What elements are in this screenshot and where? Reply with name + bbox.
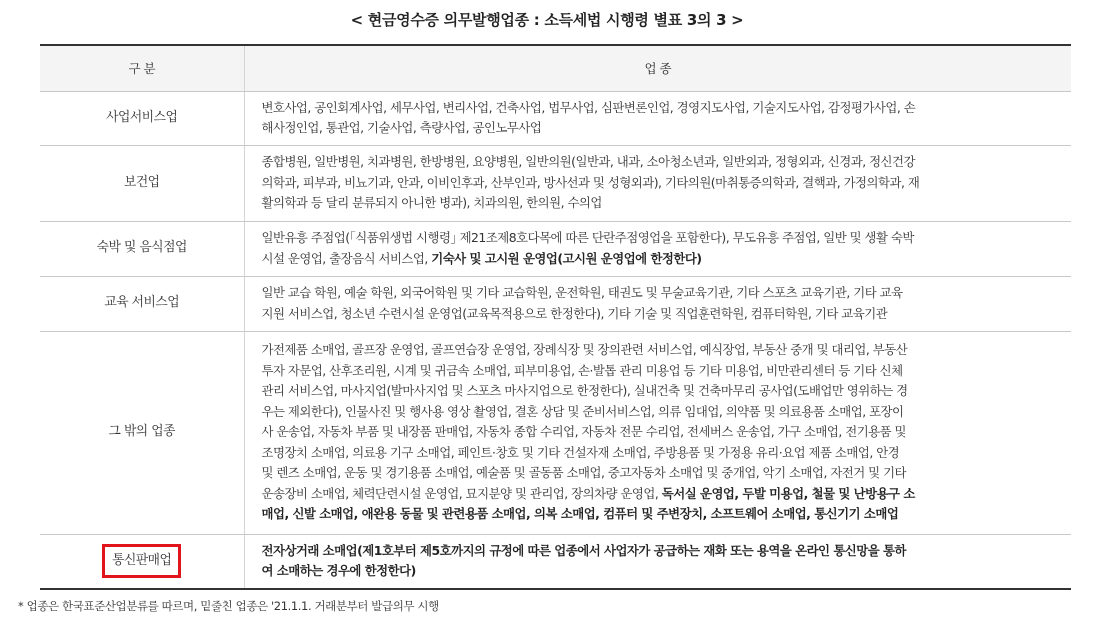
bold-text-segment: 기숙사 및 고시원 운영업(고시원 운영업에 한정한다): [431, 250, 702, 266]
text-segment: 운송장비 소매업, 체력단련시설 운영업, 묘지분양 및 관리업, 장의차량 운영업,: [261, 485, 662, 501]
bold-text-line: 매업, 신발 소매업, 애완용 동물 및 관련용품 소매업, 의복 소매업, 컴퓨터 및 주변장치, 소프트웨어 소매업, 통신기기 소매업: [261, 506, 899, 522]
table-row: [40, 145, 1071, 221]
business-table: [40, 44, 1071, 590]
table-row: [40, 534, 1071, 589]
text-line: 지원 서비스업, 청소년 수련시설 운영업(교육목적용으로 한정한다), 기타 기술 및 직업훈련학원, 컴퓨터학원, 기타 교육기관: [261, 305, 888, 321]
text-line: 의학과, 피부과, 비뇨기과, 안과, 이비인후과, 산부인과, 방사선과 및 성형외과), 기타의원(마취통증의학과, 결핵과, 가정의학과, 재: [261, 174, 920, 190]
text-line: 관리 서비스업, 마사지업(발마사지업 및 스포츠 마사지업으로 한정한다), 실내건축 및 건축마무리 공사업(도배업만 영위하는 경: [261, 383, 908, 399]
text-line: 가전제품 소매업, 골프장 운영업, 골프연습장 운영업, 장례식장 및 장의관련 서비스업, 예식장업, 부동산 중개 및 대리업, 부동산: [261, 342, 908, 358]
table-header-row: [40, 45, 1071, 91]
text-line: 해사정인업, 통관업, 기술사업, 측량사업, 공인노무사업: [261, 120, 542, 135]
text-line: 일반 교습 학원, 예술 학원, 외국어학원 및 기타 교습학원, 운전학원, 태권도 및 무술교육기관, 기타 스포츠 교육기관, 기타 교육: [261, 285, 903, 300]
text-line: 우는 제외한다), 인물사진 및 행사용 영상 촬영업, 결혼 상담 및 준비서비스업, 의류 임대업, 의약품 및 의료용품 소매업, 포장이: [261, 403, 904, 419]
business-list-cell: [244, 91, 1071, 145]
category-cell: 교육 서비스업: [40, 276, 244, 331]
table-row: [40, 331, 1071, 534]
business-list-cell: [244, 221, 1071, 276]
text-line: 종합병원, 일반병원, 치과병원, 한방병원, 요양병원, 일반의원(일반과, 내과, 소아청소년과, 일반외과, 정형외과, 신경과, 정신건강: [261, 154, 915, 170]
category-cell: 그 밖의 업종: [40, 331, 244, 534]
category-cell: 보건업: [40, 145, 244, 221]
table-row: [40, 221, 1071, 276]
header-category: 구 분: [40, 45, 244, 91]
bold-text-line: 여 소매하는 경우에 한정한다): [261, 563, 416, 579]
text-line: [262, 484, 1062, 505]
text-line: 일반유흥 주점업(｢식품위생법 시행령｣ 제21조제8호다목에 따른 단란주점영업을 포함한다), 무도유흥 주점업, 일반 및 생활 숙박: [261, 230, 914, 245]
bold-text-segment: 독서실 운영업, 두발 미용업, 철물 및 난방용구 소: [661, 485, 915, 501]
business-list-cell: [244, 276, 1071, 331]
business-list-cell: [244, 534, 1071, 589]
header-business-type: 업 종: [244, 45, 1071, 91]
business-list-cell: [244, 331, 1071, 534]
highlighted-category: 통신판매업: [102, 544, 181, 578]
text-segment: 시설 운영업, 출장음식 서비스업,: [261, 250, 432, 266]
category-cell: 사업서비스업: [40, 91, 244, 145]
text-line: 투자 자문업, 산후조리원, 시계 및 귀금속 소매업, 피부미용업, 손·발톱 관리 미용업 등 기타 미용업, 비만관리센터 등 기타 신체: [261, 362, 903, 378]
text-line: 변호사업, 공인회계사업, 세무사업, 변리사업, 건축사업, 법무사업, 심판변론인업, 경영지도사업, 기술지도사업, 감정평가사업, 손: [261, 99, 916, 115]
text-line: 및 렌즈 소매업, 운동 및 경기용품 소매업, 예술품 및 골동품 소매업, 중고자동차 소매업 및 중개업, 악기 소매업, 자전거 및 기타: [261, 465, 907, 481]
text-line: 사 운송업, 자동차 부품 및 내장품 판매업, 자동차 종합 수리업, 자동차 전문 수리업, 전세버스 운송업, 가구 소매업, 전기용품 및: [261, 424, 907, 440]
footnote: * 업종은 한국표준산업분류를 따르며, 밑줄친 업종은 '21.1.1. 거래분부터 발급의무 시행: [18, 599, 439, 613]
bold-text-line: 전자상거래 소매업(제1호부터 제5호까지의 규정에 따른 업종에서 사업자가 공급하는 재화 또는 용역을 온라인 통신망을 통하: [261, 542, 906, 558]
category-cell: [40, 534, 244, 589]
business-list-cell: [244, 145, 1071, 221]
page-title: < 현금영수증 의무발행업종 : 소득세법 시행령 별표 3의 3 >: [350, 11, 744, 29]
category-cell: 숙박 및 음식점업: [40, 221, 244, 276]
table-row: [40, 91, 1071, 145]
text-line: 조명장치 소매업, 의료용 기구 소매업, 페인트·창호 및 기타 건설자재 소매업, 주방용품 및 가정용 유리·요업 제품 소매업, 안경: [261, 444, 900, 460]
text-line: 활의학과 등 달리 분류되지 아니한 병과), 치과의원, 한의원, 수의업: [261, 195, 602, 211]
text-line: [262, 249, 1062, 270]
table-row: [40, 276, 1071, 331]
